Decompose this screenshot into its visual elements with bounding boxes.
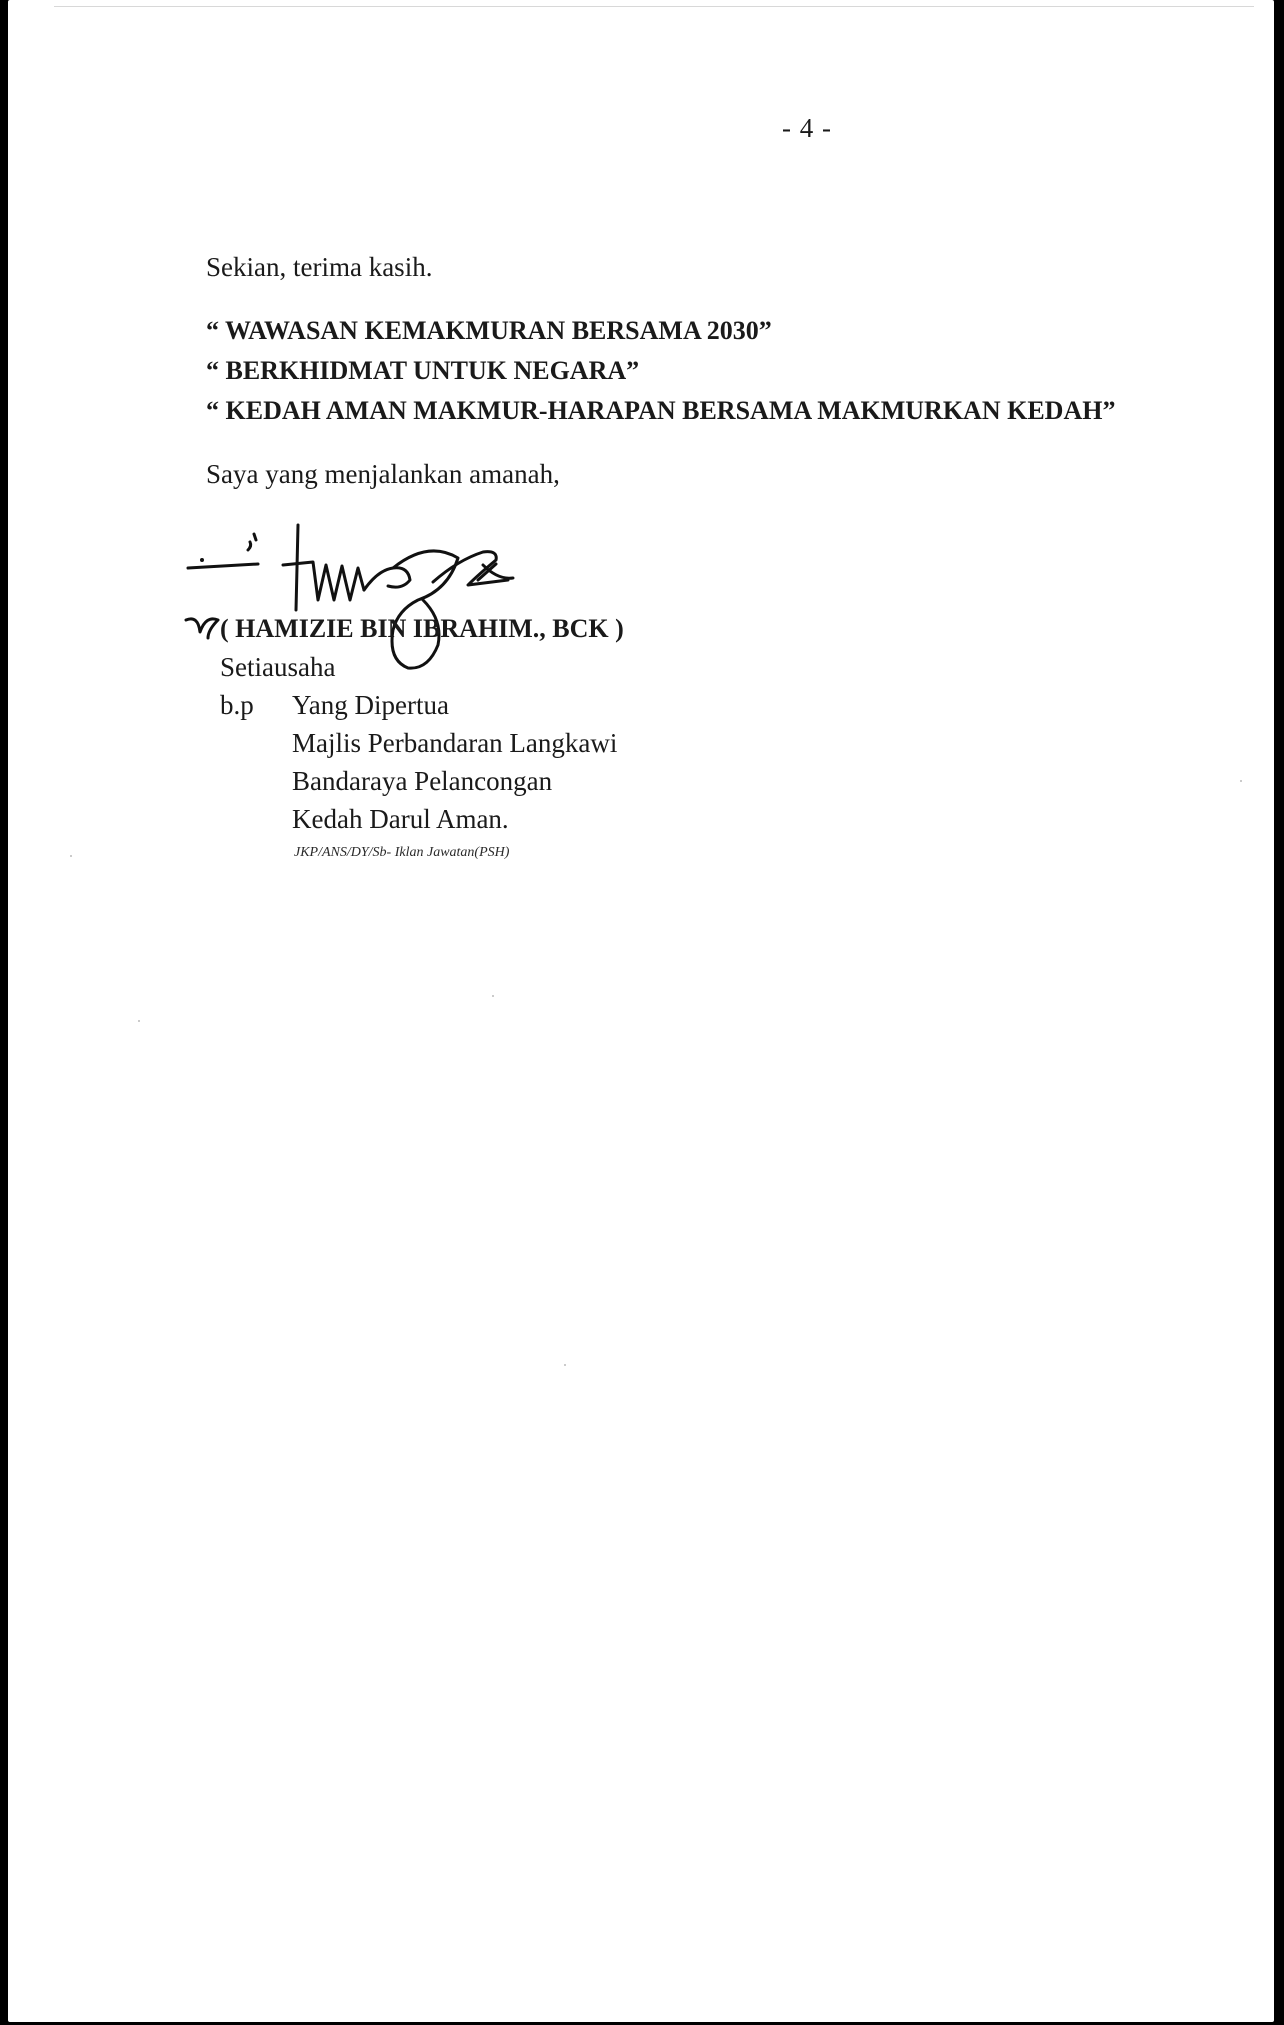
- scan-speck: [70, 855, 72, 857]
- motto-line: “ WAWASAN KEMAKMURAN BERSAMA 2030”: [206, 316, 772, 345]
- scan-speck: [1240, 780, 1242, 782]
- page-number: - 4 -: [782, 113, 832, 143]
- document-page: [8, 0, 1274, 2022]
- signer-position: Setiausaha: [220, 652, 336, 682]
- on-behalf-line: Yang Dipertua: [292, 690, 449, 720]
- on-behalf-line: Kedah Darul Aman.: [292, 804, 509, 834]
- motto-line: “ KEDAH AMAN MAKMUR-HARAPAN BERSAMA MAKMURKAN KEDAH”: [206, 396, 1116, 425]
- closing-line: Sekian, terima kasih.: [206, 252, 433, 282]
- reference-number: JKP/ANS/DY/Sb- Iklan Jawatan(PSH): [294, 845, 510, 860]
- on-behalf-line: Majlis Perbandaran Langkawi: [292, 728, 618, 758]
- signer-name: ( HAMIZIE BIN IBRAHIM., BCK ): [220, 614, 624, 643]
- trust-line: Saya yang menjalankan amanah,: [206, 459, 560, 489]
- on-behalf-prefix: b.p: [220, 690, 254, 720]
- motto-line: “ BERKHIDMAT UNTUK NEGARA”: [206, 356, 640, 385]
- scan-speck: [564, 1364, 566, 1366]
- on-behalf-line: Bandaraya Pelancongan: [292, 766, 553, 796]
- scan-speck: [138, 1020, 140, 1022]
- scan-edge-line: [54, 6, 1254, 7]
- scan-speck: [492, 995, 494, 997]
